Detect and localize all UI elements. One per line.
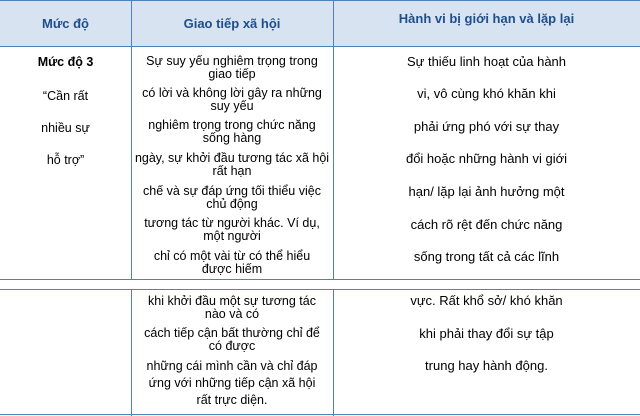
behavior-text: cách rõ rệt đến chức năng <box>410 217 563 232</box>
social-text: rất trực diện. <box>196 393 268 407</box>
social-text: nào và có <box>204 307 260 321</box>
social-text: có được <box>208 339 256 353</box>
header-behavior: Hành vi bị giới hạn và lặp lại <box>398 11 575 26</box>
social-text: ngày, sự khởi đầu tương tác xã hội <box>134 151 330 165</box>
social-text: chủ động <box>206 197 258 211</box>
level-title: Mức độ 3 <box>37 55 94 69</box>
social-text: có lời và không lời gây ra những <box>142 86 322 100</box>
social-text: nghiêm trọng trong chức năng <box>148 118 316 132</box>
behavior-text: vực. Rất khổ sở/ khó khăn <box>410 293 563 308</box>
social-text: được hiếm <box>201 262 263 276</box>
level-desc: hỗ trợ” <box>46 153 85 167</box>
social-text: cách tiếp cận bất thường chỉ để <box>144 326 320 340</box>
social-text: Sự suy yếu nghiêm trọng trong <box>146 54 318 68</box>
behavior-text: sống trong tất cả các lĩnh <box>413 249 560 264</box>
social-text: chế và sự đáp ứng tối thiểu việc <box>143 184 321 198</box>
social-text: khi khởi đầu một sự tương tác <box>148 294 316 308</box>
table-gap <box>0 280 640 289</box>
social-text: tương tác từ người khác. Ví dụ, <box>144 216 320 230</box>
header-social: Giao tiếp xã hội <box>183 16 281 31</box>
behavior-text: hạn/ lặp lại ảnh hưởng một <box>408 184 565 199</box>
social-text: những cái mình cần và chỉ đáp <box>146 359 318 373</box>
social-text: ứng với những tiếp cận xã hội <box>148 376 316 390</box>
divider <box>0 414 640 415</box>
header-level: Mức độ <box>42 16 89 31</box>
level-desc: “Cần rất <box>42 89 89 103</box>
behavior-text: Sự thiếu linh hoạt của hành <box>406 54 567 69</box>
social-text: giao tiếp <box>208 67 256 81</box>
divider <box>0 279 640 280</box>
level-desc: nhiều sự <box>41 121 90 135</box>
behavior-text: khi phải thay đổi sự tập <box>419 326 554 341</box>
behavior-text: vi, vô cùng khó khăn khi <box>417 86 556 101</box>
social-text: rất hạn <box>212 164 252 178</box>
divider <box>0 289 640 290</box>
social-text: một người <box>203 229 261 243</box>
social-text: suy yếu <box>210 99 254 113</box>
behavior-text: đổi hoặc những hành vi giới <box>405 151 568 166</box>
social-text: chỉ có một vài từ có thể hiểu <box>153 249 311 263</box>
behavior-text: trung hay hành động. <box>425 358 548 373</box>
social-text: sống hàng <box>202 131 262 145</box>
behavior-text: phải ứng phó với sự thay <box>413 119 560 134</box>
